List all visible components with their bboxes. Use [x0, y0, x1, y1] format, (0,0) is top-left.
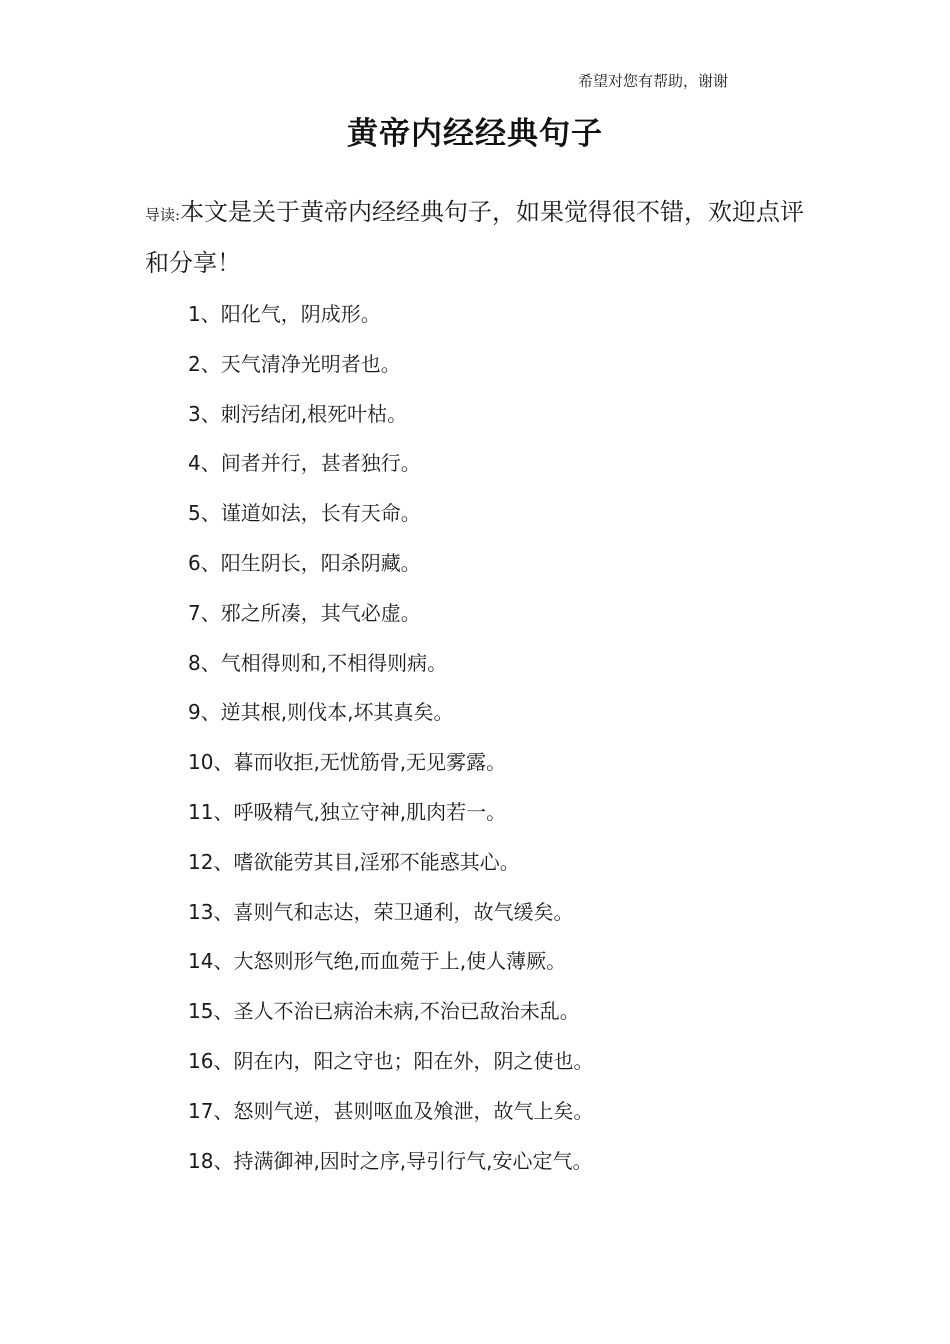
list-item: 1、阳化气，阴成形。	[188, 302, 381, 326]
list-item: 4、间者并行，甚者独行。	[188, 451, 421, 476]
list-item: 6、阳生阴长，阳杀阴藏。	[188, 550, 421, 575]
intro-paragraph	[145, 188, 815, 287]
list-item: 14、大怒则形气绝,而血菀于上,使人薄厥。	[188, 949, 567, 974]
list-item: 13、喜则气和志达，荣卫通利，故气缓矣。	[188, 899, 574, 924]
list-item: 15、圣人不治已病治未病,不治已敌治未乱。	[188, 999, 580, 1024]
list-item: 17、怒则气逆，甚则呕血及飧泄，故气上矣。	[188, 1098, 594, 1123]
list-item: 11、呼吸精气,独立守神,肌肉若一。	[188, 799, 507, 824]
list-item: 10、暮而收拒,无忧筋骨,无见雾露。	[188, 750, 507, 775]
list-item: 16、阴在内，阳之守也；阳在外，阴之使也。	[188, 1048, 594, 1073]
quote-list	[188, 290, 593, 1186]
list-item: 8、气相得则和,不相得则病。	[188, 650, 448, 675]
list-item: 3、刺污结闭,根死叶枯。	[188, 401, 408, 426]
list-item: 7、邪之所凑，其气必虚。	[188, 600, 421, 625]
list-item: 9、逆其根,则伐本,坏其真矣。	[188, 700, 454, 725]
header-note: 希望对您有帮助，谢谢	[577, 72, 728, 90]
list-item: 2、天气清净光明者也。	[188, 351, 401, 376]
intro-label: 导读:	[145, 206, 181, 224]
page-title: 黄帝内经经典句子	[347, 116, 603, 152]
list-item: 12、嗜欲能劳其目,淫邪不能惑其心。	[188, 849, 520, 874]
list-item: 5、谨道如法，长有天命。	[188, 501, 421, 526]
list-item: 18、持满御神,因时之序,导引行气,安心定气。	[188, 1148, 593, 1173]
intro-text: 本文是关于黄帝内经经典句子，如果觉得很不错，欢迎点评和分享！	[145, 198, 805, 277]
